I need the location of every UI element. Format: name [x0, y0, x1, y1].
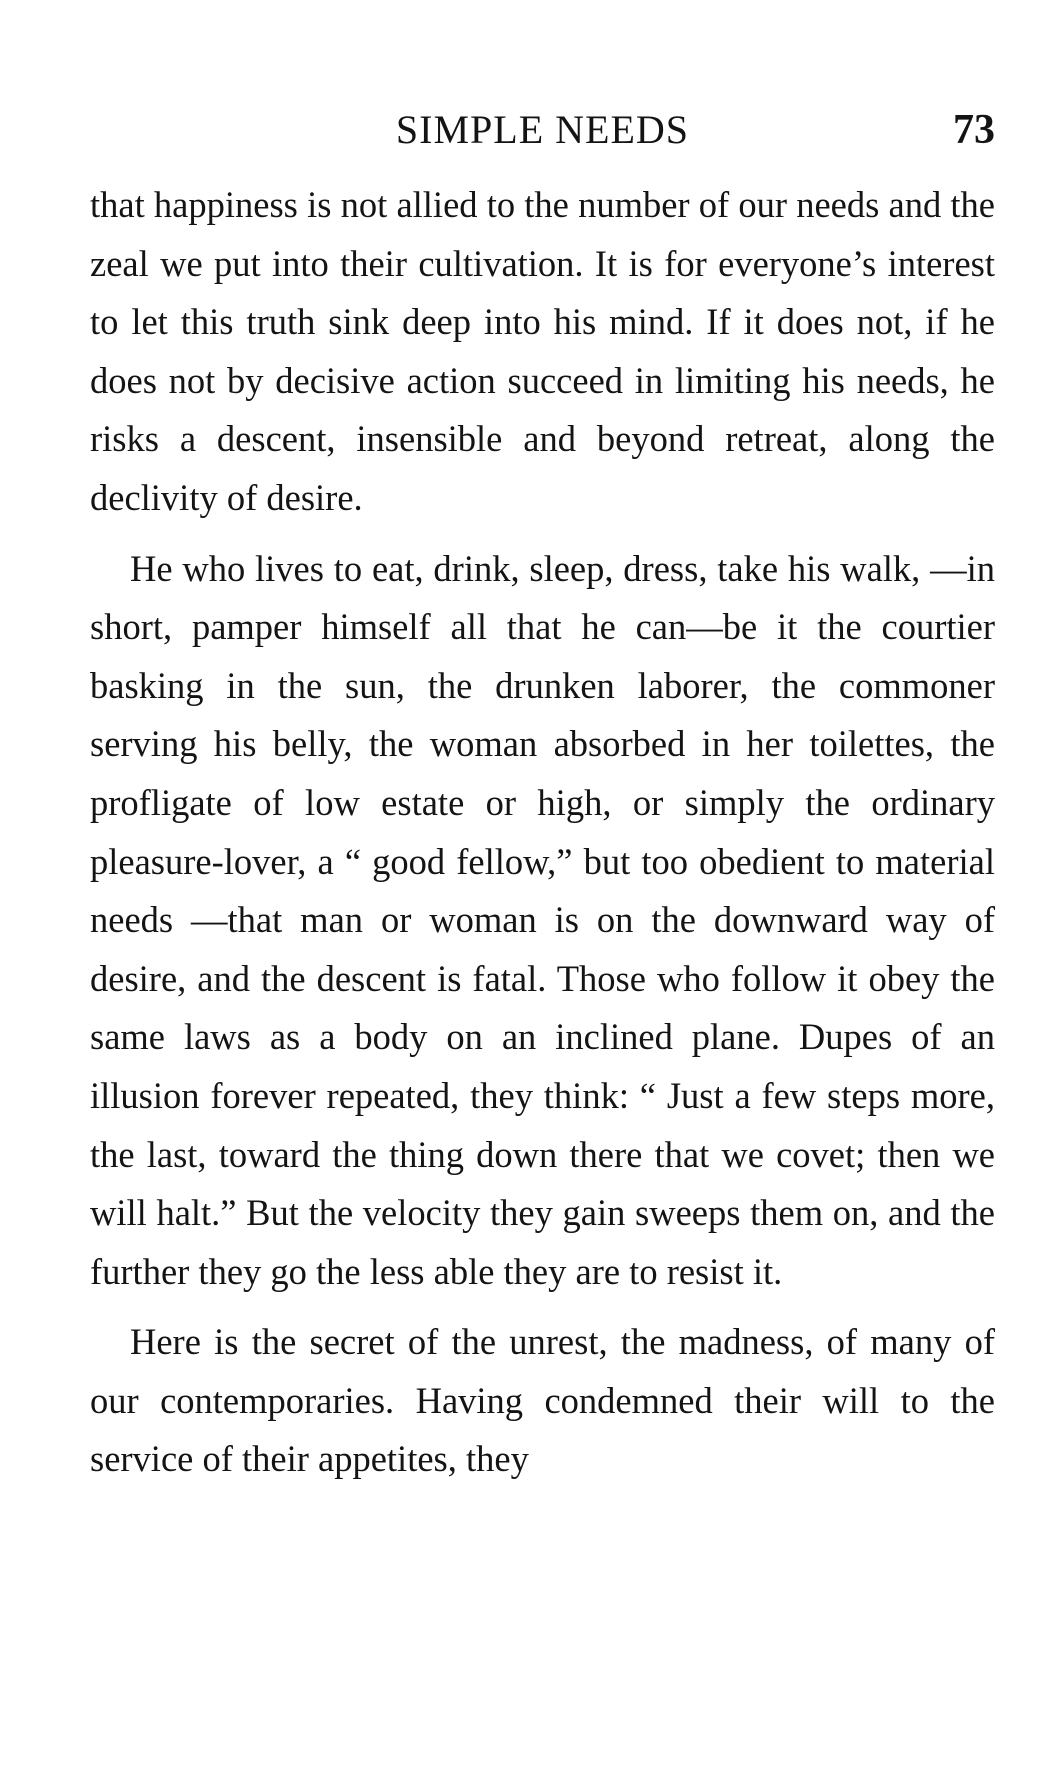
paragraph-continued: that happiness is not allied to the number of our needs and the zeal we put into their cultivation. It is for everyone’s interest to let this truth sink deep into his mind. If it does not, if he does not by decisive action succeed in limiting his needs, he risks a descent, insensible and beyond retreat, along the declivity of desire. [90, 184, 995, 518]
paragraph: He who lives to eat, drink, sleep, dress, take his walk, —in short, pamper himself all that he can—be it the courtier basking in the sun, the drunken laborer, the commoner serving his belly, the woman absorbed in her toilettes, the profligate of low estate or high, or simply the ordinary pleasure-lover, a “ good fellow,” but too obedient to material needs —that man or woman is on the downward way of desire, and the descent is fatal. Those who follow it obey the same laws as a body on an inclined plane. Dupes of an illusion forever repeated, they think: “ Just a few steps more, the last, toward the thing down there that we covet; then we will halt.” But the velocity they gain sweeps them on, and the further they go the less able they are to resist it. [90, 547, 995, 1292]
page-header [90, 100, 995, 160]
body-text [90, 176, 995, 1489]
running-title: SIMPLE NEEDS [395, 107, 690, 152]
book-page [90, 0, 995, 1790]
page-number: 73 [953, 107, 995, 153]
paragraph: Here is the secret of the unrest, the madness, of many of our contemporaries. Having condemned their will to the service of their appetites, they [90, 1321, 995, 1480]
